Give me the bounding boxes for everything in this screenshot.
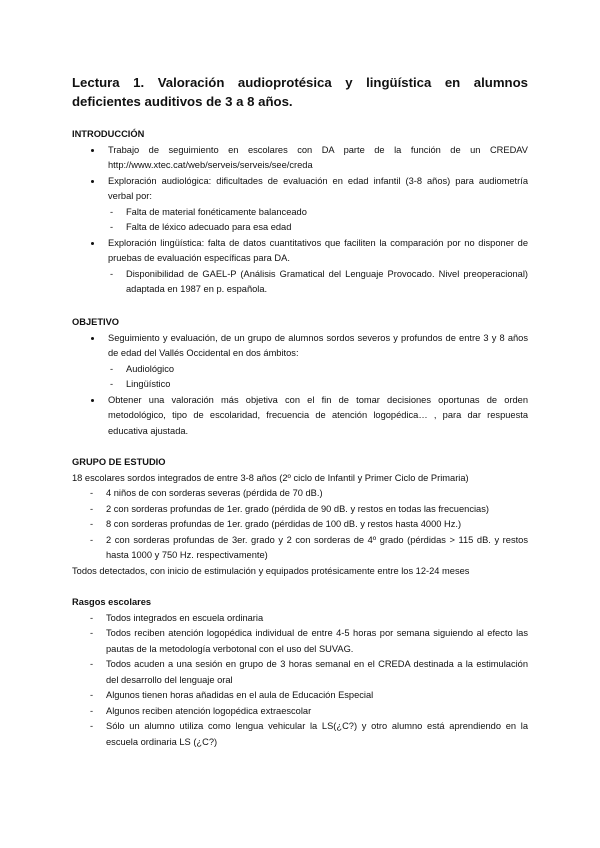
list-item: - Sólo un alumno utiliza como lengua vehicular la LS(¿C?) y otro alumno está aprendiendo en la escuela ordinaria LS (¿C?) xyxy=(72,719,528,750)
section-objetivo xyxy=(72,315,528,439)
grupo-intro: 18 escolares sordos integrados de entre 3-8 años (2º ciclo de Infantil y Primer Ciclo de Primaria) xyxy=(72,472,469,483)
section-heading-objetivo: OBJETIVO xyxy=(72,317,120,327)
sub-item: - Lingüístico xyxy=(72,377,528,393)
section-heading-rasgos: Rasgos escolares xyxy=(72,597,152,607)
sub-item: - Falta de léxico adecuado para esa edad xyxy=(72,220,528,236)
sub-item: - Disponibilidad de GAEL-P (Análisis Gramatical del Lenguaje Provocado. Nivel preoperacional) adaptada en 1987 en p. española. xyxy=(72,267,528,298)
section-rasgos-escolares xyxy=(72,595,528,750)
sub-item: - Audiológico xyxy=(72,362,528,378)
list-item: - 4 niños de con sorderas severas (pérdida de 70 dB.) xyxy=(72,486,528,502)
section-heading-grupo: GRUPO DE ESTUDIO xyxy=(72,457,166,467)
document-title: Lectura 1. Valoración audioprotésica y lingüística en alumnos deficientes auditivos de 3 a 8 años. xyxy=(72,75,528,109)
bullet-item: Trabajo de seguimiento en escolares con DA parte de la función de un CREDAV http://www.xtec.cat/web/serveis/serveis/see/creda xyxy=(72,143,528,174)
list-item: - Algunos reciben atención logopédica extraescolar xyxy=(72,704,528,720)
list-item: - 8 con sorderas profundas de 1er. grado (pérdidas de 100 dB. y restos hasta 4000 Hz.) xyxy=(72,517,528,533)
list-item: - 2 con sorderas profundas de 1er. grado (pérdida de 90 dB. y restos en todas las frecuencias) xyxy=(72,502,528,518)
bullet-item: Seguimiento y evaluación, de un grupo de alumnos sordos severos y profundos de entre 3 y 8 años de edad del Vallés Occidental en dos ámbitos: xyxy=(72,331,528,362)
list-item: - Todos acuden a una sesión en grupo de 3 horas semanal en el CREDA destinada a la estimulación del desarrollo del lenguaje oral xyxy=(72,657,528,688)
bullet-item: Obtener una valoración más objetiva con el fin de tomar decisiones oportunas de orden metodológico, tipo de escolaridad, frecuencia de atención logopédica… , para dar respuesta educativa ajustada. xyxy=(72,393,528,440)
bullet-item: Exploración audiológica: dificultades de evaluación en edad infantil (3-8 años) para audiometría verbal por: xyxy=(72,174,528,205)
list-item: - 2 con sorderas profundas de 3er. grado y 2 con sorderas de 4º grado (pérdidas > 115 dB. y restos hasta 1000 y 750 Hz. respectivamente) xyxy=(72,533,528,564)
bullet-item: Exploración lingüística: falta de datos cuantitativos que faciliten la comparación por no disponer de pruebas de evaluación específicas para DA. xyxy=(72,236,528,267)
list-item: - Todos integrados en escuela ordinaria xyxy=(72,611,528,627)
section-grupo-estudio xyxy=(72,455,528,579)
sub-item: - Falta de material fonéticamente balanceado xyxy=(72,205,528,221)
list-item: - Todos reciben atención logopédica individual de entre 4-5 horas por semana siguiendo al efecto las pautas de la metodología verbotonal con el uso del SUVAG. xyxy=(72,626,528,657)
section-heading-introduccion: INTRODUCCIÓN xyxy=(72,129,145,139)
section-introduccion xyxy=(72,127,528,298)
grupo-closing: Todos detectados, con inicio de estimulación y equipados protésicamente entre los 12-24 meses xyxy=(72,565,470,576)
list-item: - Algunos tienen horas añadidas en el aula de Educación Especial xyxy=(72,688,528,704)
